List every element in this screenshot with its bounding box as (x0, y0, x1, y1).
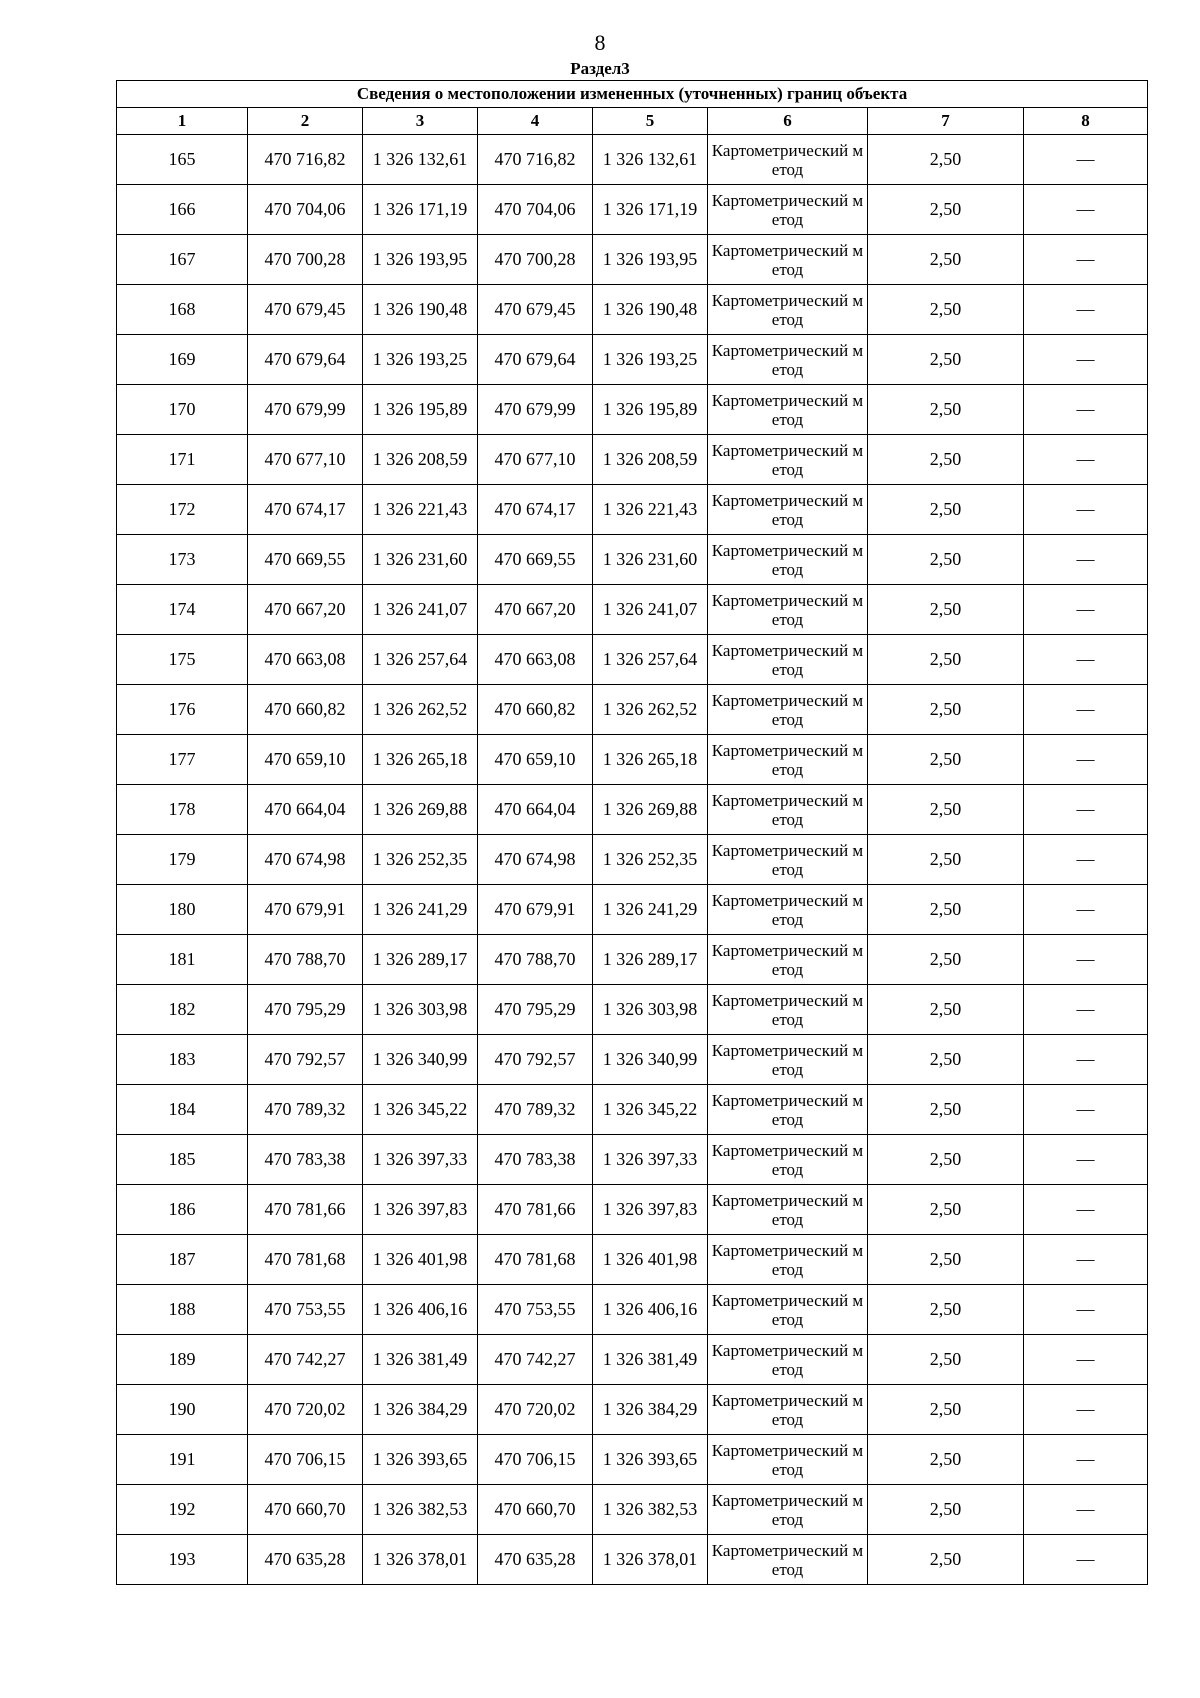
note-cell: — (1024, 385, 1148, 435)
table-row (117, 835, 1148, 885)
point-number-cell: 167 (117, 235, 248, 285)
y-coordinate-cell: 1 326 221,43 (593, 485, 708, 535)
note-cell: — (1024, 1335, 1148, 1385)
accuracy-cell: 2,50 (868, 1435, 1024, 1485)
table-row (117, 785, 1148, 835)
y-coordinate-cell: 1 326 231,60 (363, 535, 478, 585)
x-coordinate-cell: 470 635,28 (478, 1535, 593, 1585)
table-row (117, 885, 1148, 935)
method-cell: Картометрический метод (708, 1335, 868, 1385)
x-coordinate-cell: 470 720,02 (478, 1385, 593, 1435)
x-coordinate-cell: 470 753,55 (248, 1285, 363, 1335)
x-coordinate-cell: 470 788,70 (478, 935, 593, 985)
method-cell: Картометрический метод (708, 235, 868, 285)
x-coordinate-cell: 470 663,08 (478, 635, 593, 685)
accuracy-cell: 2,50 (868, 1085, 1024, 1135)
point-number-cell: 165 (117, 135, 248, 185)
point-number-cell: 187 (117, 1235, 248, 1285)
y-coordinate-cell: 1 326 195,89 (593, 385, 708, 435)
method-cell: Картометрический метод (708, 1185, 868, 1235)
table-row (117, 1035, 1148, 1085)
point-number-cell: 186 (117, 1185, 248, 1235)
x-coordinate-cell: 470 720,02 (248, 1385, 363, 1435)
point-number-cell: 183 (117, 1035, 248, 1085)
x-coordinate-cell: 470 783,38 (248, 1135, 363, 1185)
point-number-cell: 178 (117, 785, 248, 835)
accuracy-cell: 2,50 (868, 285, 1024, 335)
x-coordinate-cell: 470 781,68 (478, 1235, 593, 1285)
table-row (117, 185, 1148, 235)
coordinates-table (116, 80, 1148, 1585)
x-coordinate-cell: 470 704,06 (248, 185, 363, 235)
y-coordinate-cell: 1 326 269,88 (363, 785, 478, 835)
method-cell: Картометрический метод (708, 1485, 868, 1535)
y-coordinate-cell: 1 326 193,25 (593, 335, 708, 385)
x-coordinate-cell: 470 742,27 (248, 1335, 363, 1385)
x-coordinate-cell: 470 660,70 (248, 1485, 363, 1535)
note-cell: — (1024, 235, 1148, 285)
y-coordinate-cell: 1 326 381,49 (363, 1335, 478, 1385)
method-cell: Картометрический метод (708, 935, 868, 985)
accuracy-cell: 2,50 (868, 935, 1024, 985)
note-cell: — (1024, 335, 1148, 385)
table-row (117, 1285, 1148, 1335)
method-cell: Картометрический метод (708, 535, 868, 585)
column-number: 4 (478, 108, 593, 135)
y-coordinate-cell: 1 326 252,35 (363, 835, 478, 885)
note-cell: — (1024, 935, 1148, 985)
method-cell: Картометрический метод (708, 685, 868, 735)
x-coordinate-cell: 470 674,98 (478, 835, 593, 885)
x-coordinate-cell: 470 669,55 (248, 535, 363, 585)
accuracy-cell: 2,50 (868, 1285, 1024, 1335)
x-coordinate-cell: 470 669,55 (478, 535, 593, 585)
y-coordinate-cell: 1 326 397,83 (593, 1185, 708, 1235)
table-row (117, 585, 1148, 635)
table-row (117, 335, 1148, 385)
x-coordinate-cell: 470 679,91 (248, 885, 363, 935)
y-coordinate-cell: 1 326 393,65 (363, 1435, 478, 1485)
point-number-cell: 169 (117, 335, 248, 385)
y-coordinate-cell: 1 326 303,98 (593, 985, 708, 1035)
note-cell: — (1024, 635, 1148, 685)
x-coordinate-cell: 470 667,20 (248, 585, 363, 635)
method-cell: Картометрический метод (708, 285, 868, 335)
y-coordinate-cell: 1 326 289,17 (593, 935, 708, 985)
point-number-cell: 166 (117, 185, 248, 235)
note-cell: — (1024, 185, 1148, 235)
point-number-cell: 182 (117, 985, 248, 1035)
y-coordinate-cell: 1 326 401,98 (363, 1235, 478, 1285)
point-number-cell: 168 (117, 285, 248, 335)
x-coordinate-cell: 470 674,98 (248, 835, 363, 885)
column-number: 3 (363, 108, 478, 135)
table-row (117, 985, 1148, 1035)
table-row (117, 485, 1148, 535)
table-row (117, 1535, 1148, 1585)
point-number-cell: 180 (117, 885, 248, 935)
y-coordinate-cell: 1 326 193,95 (363, 235, 478, 285)
table-row (117, 385, 1148, 435)
y-coordinate-cell: 1 326 193,95 (593, 235, 708, 285)
note-cell: — (1024, 1135, 1148, 1185)
table-row (117, 1335, 1148, 1385)
accuracy-cell: 2,50 (868, 235, 1024, 285)
x-coordinate-cell: 470 660,82 (248, 685, 363, 735)
point-number-cell: 191 (117, 1435, 248, 1485)
method-cell: Картометрический метод (708, 135, 868, 185)
point-number-cell: 172 (117, 485, 248, 535)
y-coordinate-cell: 1 326 221,43 (363, 485, 478, 535)
point-number-cell: 179 (117, 835, 248, 885)
y-coordinate-cell: 1 326 262,52 (363, 685, 478, 735)
x-coordinate-cell: 470 659,10 (478, 735, 593, 785)
method-cell: Картометрический метод (708, 1035, 868, 1085)
accuracy-cell: 2,50 (868, 985, 1024, 1035)
x-coordinate-cell: 470 679,45 (478, 285, 593, 335)
y-coordinate-cell: 1 326 132,61 (593, 135, 708, 185)
method-cell: Картометрический метод (708, 1235, 868, 1285)
accuracy-cell: 2,50 (868, 885, 1024, 935)
section-title: Раздел3 (570, 59, 630, 78)
x-coordinate-cell: 470 679,99 (248, 385, 363, 435)
accuracy-cell: 2,50 (868, 735, 1024, 785)
accuracy-cell: 2,50 (868, 135, 1024, 185)
accuracy-cell: 2,50 (868, 435, 1024, 485)
y-coordinate-cell: 1 326 393,65 (593, 1435, 708, 1485)
x-coordinate-cell: 470 674,17 (478, 485, 593, 535)
x-coordinate-cell: 470 716,82 (478, 135, 593, 185)
note-cell: — (1024, 785, 1148, 835)
column-number: 6 (708, 108, 868, 135)
x-coordinate-cell: 470 792,57 (478, 1035, 593, 1085)
accuracy-cell: 2,50 (868, 185, 1024, 235)
method-cell: Картометрический метод (708, 335, 868, 385)
note-cell: — (1024, 435, 1148, 485)
y-coordinate-cell: 1 326 289,17 (363, 935, 478, 985)
method-cell: Картометрический метод (708, 1135, 868, 1185)
y-coordinate-cell: 1 326 406,16 (363, 1285, 478, 1335)
accuracy-cell: 2,50 (868, 335, 1024, 385)
x-coordinate-cell: 470 792,57 (248, 1035, 363, 1085)
method-cell: Картометрический метод (708, 435, 868, 485)
accuracy-cell: 2,50 (868, 685, 1024, 735)
table-row (117, 1085, 1148, 1135)
point-number-cell: 188 (117, 1285, 248, 1335)
y-coordinate-cell: 1 326 406,16 (593, 1285, 708, 1335)
point-number-cell: 177 (117, 735, 248, 785)
note-cell: — (1024, 585, 1148, 635)
y-coordinate-cell: 1 326 241,07 (593, 585, 708, 635)
note-cell: — (1024, 1435, 1148, 1485)
y-coordinate-cell: 1 326 378,01 (363, 1535, 478, 1585)
column-number: 7 (868, 108, 1024, 135)
table-row (117, 135, 1148, 185)
x-coordinate-cell: 470 679,91 (478, 885, 593, 935)
note-cell: — (1024, 1535, 1148, 1585)
method-cell: Картометрический метод (708, 385, 868, 435)
y-coordinate-cell: 1 326 382,53 (363, 1485, 478, 1535)
x-coordinate-cell: 470 664,04 (248, 785, 363, 835)
y-coordinate-cell: 1 326 132,61 (363, 135, 478, 185)
y-coordinate-cell: 1 326 252,35 (593, 835, 708, 885)
accuracy-cell: 2,50 (868, 535, 1024, 585)
point-number-cell: 170 (117, 385, 248, 435)
method-cell: Картометрический метод (708, 1085, 868, 1135)
point-number-cell: 185 (117, 1135, 248, 1185)
table-row (117, 635, 1148, 685)
table-caption: Сведения о местоположении измененных (уточненных) границ объекта (117, 81, 1148, 108)
x-coordinate-cell: 470 795,29 (478, 985, 593, 1035)
column-number: 8 (1024, 108, 1148, 135)
y-coordinate-cell: 1 326 397,33 (593, 1135, 708, 1185)
accuracy-cell: 2,50 (868, 1185, 1024, 1235)
table-row (117, 1235, 1148, 1285)
table-body (117, 135, 1148, 1585)
y-coordinate-cell: 1 326 231,60 (593, 535, 708, 585)
method-cell: Картометрический метод (708, 785, 868, 835)
x-coordinate-cell: 470 679,45 (248, 285, 363, 335)
point-number-cell: 189 (117, 1335, 248, 1385)
note-cell: — (1024, 735, 1148, 785)
x-coordinate-cell: 470 667,20 (478, 585, 593, 635)
column-numbers-row (117, 108, 1148, 135)
accuracy-cell: 2,50 (868, 585, 1024, 635)
method-cell: Картометрический метод (708, 485, 868, 535)
y-coordinate-cell: 1 326 269,88 (593, 785, 708, 835)
x-coordinate-cell: 470 674,17 (248, 485, 363, 535)
point-number-cell: 192 (117, 1485, 248, 1535)
y-coordinate-cell: 1 326 208,59 (593, 435, 708, 485)
x-coordinate-cell: 470 679,64 (478, 335, 593, 385)
table-row (117, 235, 1148, 285)
x-coordinate-cell: 470 700,28 (478, 235, 593, 285)
point-number-cell: 171 (117, 435, 248, 485)
method-cell: Картометрический метод (708, 1535, 868, 1585)
x-coordinate-cell: 470 781,68 (248, 1235, 363, 1285)
accuracy-cell: 2,50 (868, 1335, 1024, 1385)
accuracy-cell: 2,50 (868, 1135, 1024, 1185)
x-coordinate-cell: 470 788,70 (248, 935, 363, 985)
y-coordinate-cell: 1 326 241,29 (363, 885, 478, 935)
method-cell: Картометрический метод (708, 885, 868, 935)
point-number-cell: 174 (117, 585, 248, 635)
table-row (117, 1485, 1148, 1535)
y-coordinate-cell: 1 326 190,48 (593, 285, 708, 335)
accuracy-cell: 2,50 (868, 1535, 1024, 1585)
x-coordinate-cell: 470 679,64 (248, 335, 363, 385)
x-coordinate-cell: 470 789,32 (478, 1085, 593, 1135)
note-cell: — (1024, 135, 1148, 185)
x-coordinate-cell: 470 659,10 (248, 735, 363, 785)
y-coordinate-cell: 1 326 397,33 (363, 1135, 478, 1185)
y-coordinate-cell: 1 326 384,29 (593, 1385, 708, 1435)
note-cell: — (1024, 1285, 1148, 1335)
column-number: 5 (593, 108, 708, 135)
method-cell: Картометрический метод (708, 835, 868, 885)
y-coordinate-cell: 1 326 262,52 (593, 685, 708, 735)
x-coordinate-cell: 470 781,66 (478, 1185, 593, 1235)
y-coordinate-cell: 1 326 345,22 (363, 1085, 478, 1135)
y-coordinate-cell: 1 326 303,98 (363, 985, 478, 1035)
point-number-cell: 173 (117, 535, 248, 585)
point-number-cell: 176 (117, 685, 248, 735)
y-coordinate-cell: 1 326 401,98 (593, 1235, 708, 1285)
note-cell: — (1024, 285, 1148, 335)
x-coordinate-cell: 470 706,15 (248, 1435, 363, 1485)
x-coordinate-cell: 470 795,29 (248, 985, 363, 1035)
y-coordinate-cell: 1 326 345,22 (593, 1085, 708, 1135)
y-coordinate-cell: 1 326 190,48 (363, 285, 478, 335)
x-coordinate-cell: 470 742,27 (478, 1335, 593, 1385)
y-coordinate-cell: 1 326 265,18 (363, 735, 478, 785)
note-cell: — (1024, 1185, 1148, 1235)
table-caption-row (117, 81, 1148, 108)
method-cell: Картометрический метод (708, 585, 868, 635)
x-coordinate-cell: 470 660,70 (478, 1485, 593, 1535)
x-coordinate-cell: 470 753,55 (478, 1285, 593, 1335)
x-coordinate-cell: 470 716,82 (248, 135, 363, 185)
note-cell: — (1024, 1235, 1148, 1285)
y-coordinate-cell: 1 326 378,01 (593, 1535, 708, 1585)
x-coordinate-cell: 470 677,10 (478, 435, 593, 485)
x-coordinate-cell: 470 783,38 (478, 1135, 593, 1185)
table-row (117, 1135, 1148, 1185)
accuracy-cell: 2,50 (868, 835, 1024, 885)
accuracy-cell: 2,50 (868, 1035, 1024, 1085)
y-coordinate-cell: 1 326 241,07 (363, 585, 478, 635)
method-cell: Картометрический метод (708, 635, 868, 685)
accuracy-cell: 2,50 (868, 785, 1024, 835)
accuracy-cell: 2,50 (868, 385, 1024, 435)
table-row (117, 935, 1148, 985)
table-row (117, 685, 1148, 735)
y-coordinate-cell: 1 326 257,64 (593, 635, 708, 685)
accuracy-cell: 2,50 (868, 485, 1024, 535)
table-row (117, 1185, 1148, 1235)
page-number: 8 (594, 30, 606, 55)
note-cell: — (1024, 485, 1148, 535)
table-row (117, 285, 1148, 335)
x-coordinate-cell: 470 789,32 (248, 1085, 363, 1135)
x-coordinate-cell: 470 781,66 (248, 1185, 363, 1235)
point-number-cell: 193 (117, 1535, 248, 1585)
y-coordinate-cell: 1 326 241,29 (593, 885, 708, 935)
point-number-cell: 181 (117, 935, 248, 985)
accuracy-cell: 2,50 (868, 1235, 1024, 1285)
y-coordinate-cell: 1 326 340,99 (593, 1035, 708, 1085)
y-coordinate-cell: 1 326 171,19 (363, 185, 478, 235)
y-coordinate-cell: 1 326 193,25 (363, 335, 478, 385)
table-row (117, 435, 1148, 485)
note-cell: — (1024, 835, 1148, 885)
y-coordinate-cell: 1 326 208,59 (363, 435, 478, 485)
x-coordinate-cell: 470 660,82 (478, 685, 593, 735)
note-cell: — (1024, 885, 1148, 935)
x-coordinate-cell: 470 664,04 (478, 785, 593, 835)
x-coordinate-cell: 470 700,28 (248, 235, 363, 285)
y-coordinate-cell: 1 326 257,64 (363, 635, 478, 685)
method-cell: Картометрический метод (708, 985, 868, 1035)
method-cell: Картометрический метод (708, 1435, 868, 1485)
x-coordinate-cell: 470 663,08 (248, 635, 363, 685)
accuracy-cell: 2,50 (868, 635, 1024, 685)
y-coordinate-cell: 1 326 384,29 (363, 1385, 478, 1435)
point-number-cell: 175 (117, 635, 248, 685)
x-coordinate-cell: 470 635,28 (248, 1535, 363, 1585)
method-cell: Картометрический метод (708, 185, 868, 235)
column-number: 2 (248, 108, 363, 135)
y-coordinate-cell: 1 326 397,83 (363, 1185, 478, 1235)
method-cell: Картометрический метод (708, 735, 868, 785)
x-coordinate-cell: 470 706,15 (478, 1435, 593, 1485)
note-cell: — (1024, 1385, 1148, 1435)
y-coordinate-cell: 1 326 171,19 (593, 185, 708, 235)
table-row (117, 1435, 1148, 1485)
method-cell: Картометрический метод (708, 1285, 868, 1335)
accuracy-cell: 2,50 (868, 1385, 1024, 1435)
table-row (117, 1385, 1148, 1435)
method-cell: Картометрический метод (708, 1385, 868, 1435)
point-number-cell: 190 (117, 1385, 248, 1435)
note-cell: — (1024, 1485, 1148, 1535)
y-coordinate-cell: 1 326 265,18 (593, 735, 708, 785)
y-coordinate-cell: 1 326 381,49 (593, 1335, 708, 1385)
x-coordinate-cell: 470 704,06 (478, 185, 593, 235)
y-coordinate-cell: 1 326 195,89 (363, 385, 478, 435)
column-number: 1 (117, 108, 248, 135)
y-coordinate-cell: 1 326 340,99 (363, 1035, 478, 1085)
table-row (117, 735, 1148, 785)
note-cell: — (1024, 535, 1148, 585)
note-cell: — (1024, 985, 1148, 1035)
note-cell: — (1024, 1035, 1148, 1085)
note-cell: — (1024, 1085, 1148, 1135)
y-coordinate-cell: 1 326 382,53 (593, 1485, 708, 1535)
point-number-cell: 184 (117, 1085, 248, 1135)
note-cell: — (1024, 685, 1148, 735)
accuracy-cell: 2,50 (868, 1485, 1024, 1535)
table-row (117, 535, 1148, 585)
x-coordinate-cell: 470 677,10 (248, 435, 363, 485)
x-coordinate-cell: 470 679,99 (478, 385, 593, 435)
